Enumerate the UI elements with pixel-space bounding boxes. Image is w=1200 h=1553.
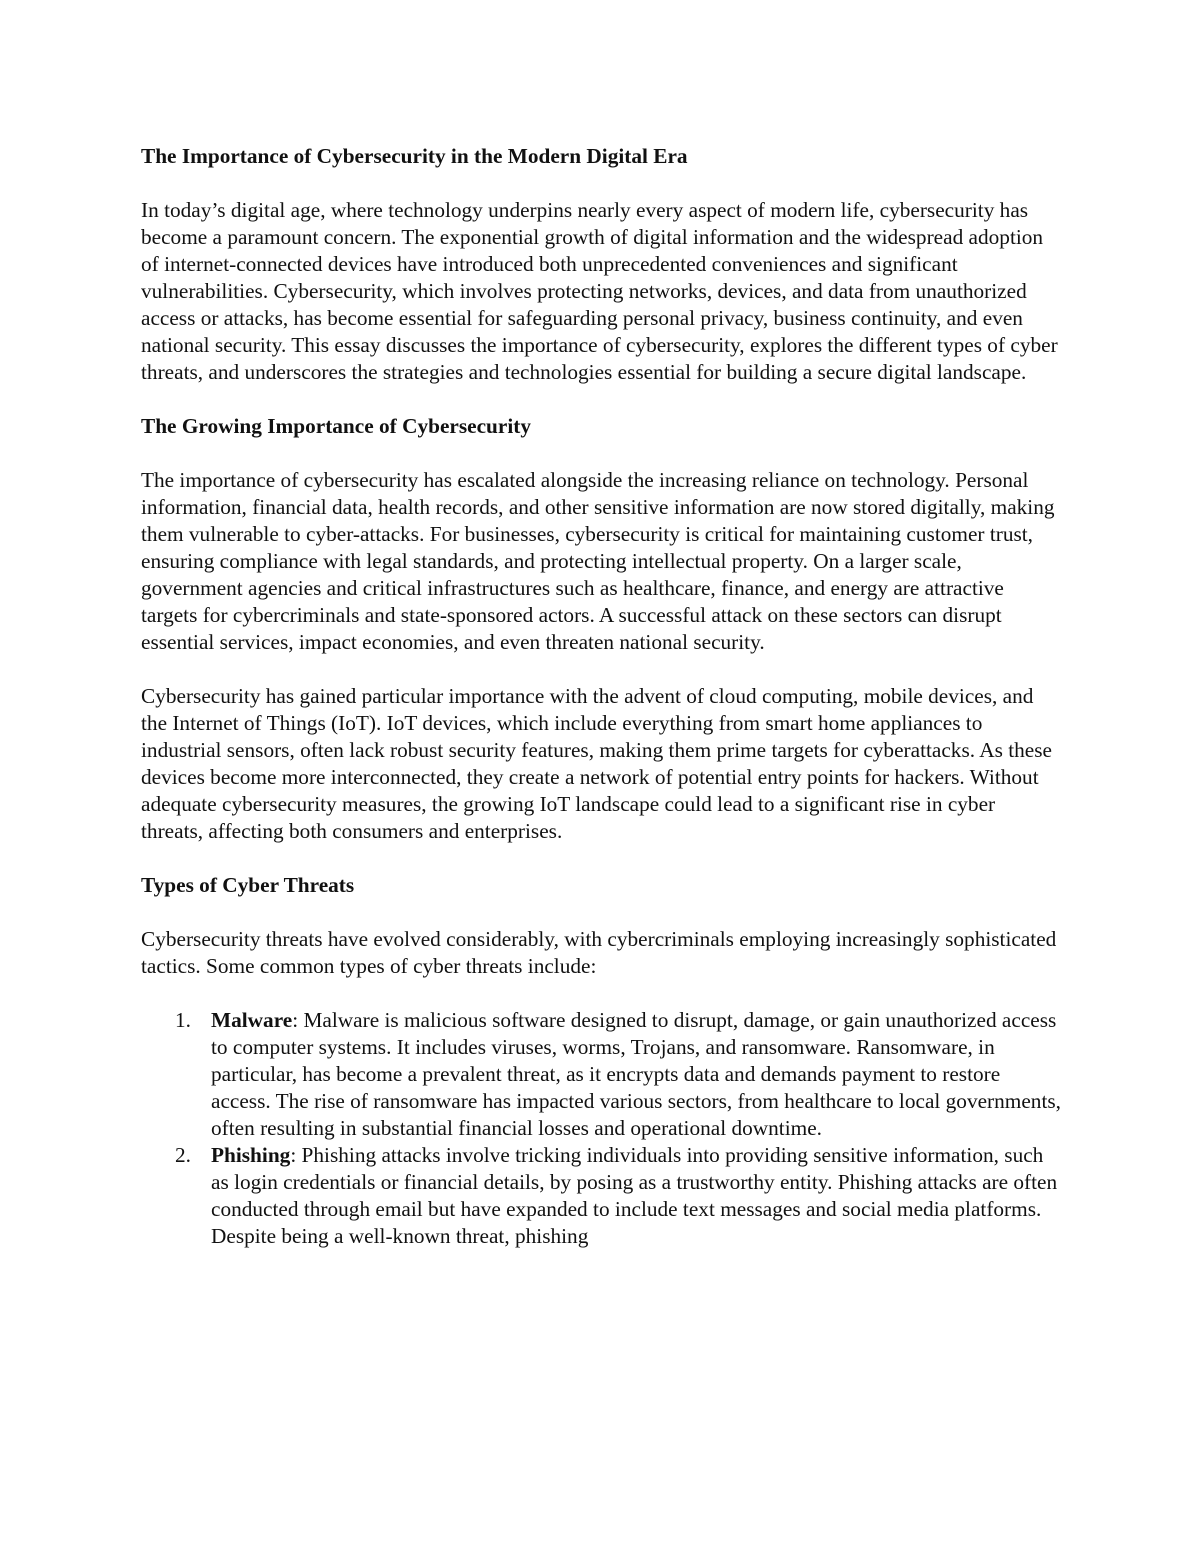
- threat-name: Malware: [211, 1008, 293, 1032]
- body-paragraph: Cybersecurity has gained particular importance with the advent of cloud computing, mobile devices, and the Internet of Things (IoT). IoT devices, which include everything from smart home appliances to industrial sensors, often lack robust security features, making them prime targets for cyberattacks. As these devices become more interconnected, they create a network of potential entry points for hackers. Without adequate cybersecurity measures, the growing IoT landscape could lead to a significant rise in cyber threats, affecting both consumers and enterprises.: [141, 684, 1052, 843]
- section-heading-growing-importance: The Growing Importance of Cybersecurity: [141, 414, 531, 438]
- list-item-phishing: [141, 1142, 1061, 1250]
- list-item-malware: [141, 1007, 1061, 1142]
- body-paragraph: Cybersecurity threats have evolved considerably, with cybercriminals employing increasingly sophisticated tactics. Some common types of cyber threats include:: [141, 927, 1057, 978]
- section-heading-threat-types: Types of Cyber Threats: [141, 873, 355, 897]
- list-number: 2.: [175, 1143, 191, 1167]
- threat-description: : Malware is malicious software designed to disrupt, damage, or gain unauthorized access to computer systems. It includes viruses, worms, Trojans, and ransomware. Ransomware, in particular, has become a prevalent threat, as it encrypts data and demands payment to restore access. The rise of ransomware has impacted various sectors, from healthcare to local governments, often resulting in substantial financial losses and operational downtime.: [211, 1008, 1061, 1140]
- document-title: The Importance of Cybersecurity in the Modern Digital Era: [141, 144, 688, 168]
- list-number: 1.: [175, 1008, 191, 1032]
- threat-list: [141, 1007, 1061, 1250]
- threat-name: Phishing: [211, 1143, 291, 1167]
- threat-description: : Phishing attacks involve tricking individuals into providing sensitive information, such as login credentials or financial details, by posing as a trustworthy entity. Phishing attacks are often conducted through email but have expanded to include text messages and social media platforms. Despite being a well-known threat, phishing: [211, 1143, 1058, 1248]
- document-page: [141, 143, 1061, 1250]
- body-paragraph: The importance of cybersecurity has escalated alongside the increasing reliance on technology. Personal information, financial data, health records, and other sensitive information are now stored digitally, making them vulnerable to cyber-attacks. For businesses, cybersecurity is critical for maintaining customer trust, ensuring compliance with legal standards, and protecting intellectual property. On a larger scale, government agencies and critical infrastructures such as healthcare, finance, and energy are attractive targets for cybercriminals and state-sponsored actors. A successful attack on these sectors can disrupt essential services, impact economies, and even threaten national security.: [141, 468, 1055, 654]
- intro-paragraph: In today’s digital age, where technology underpins nearly every aspect of modern life, cybersecurity has become a paramount concern. The exponential growth of digital information and the widespread adoption of internet-connected devices have introduced both unprecedented conveniences and significant vulnerabilities. Cybersecurity, which involves protecting networks, devices, and data from unauthorized access or attacks, has become essential for safeguarding personal privacy, business continuity, and even national security. This essay discusses the importance of cybersecurity, explores the different types of cyber threats, and underscores the strategies and technologies essential for building a secure digital landscape.: [141, 198, 1058, 384]
